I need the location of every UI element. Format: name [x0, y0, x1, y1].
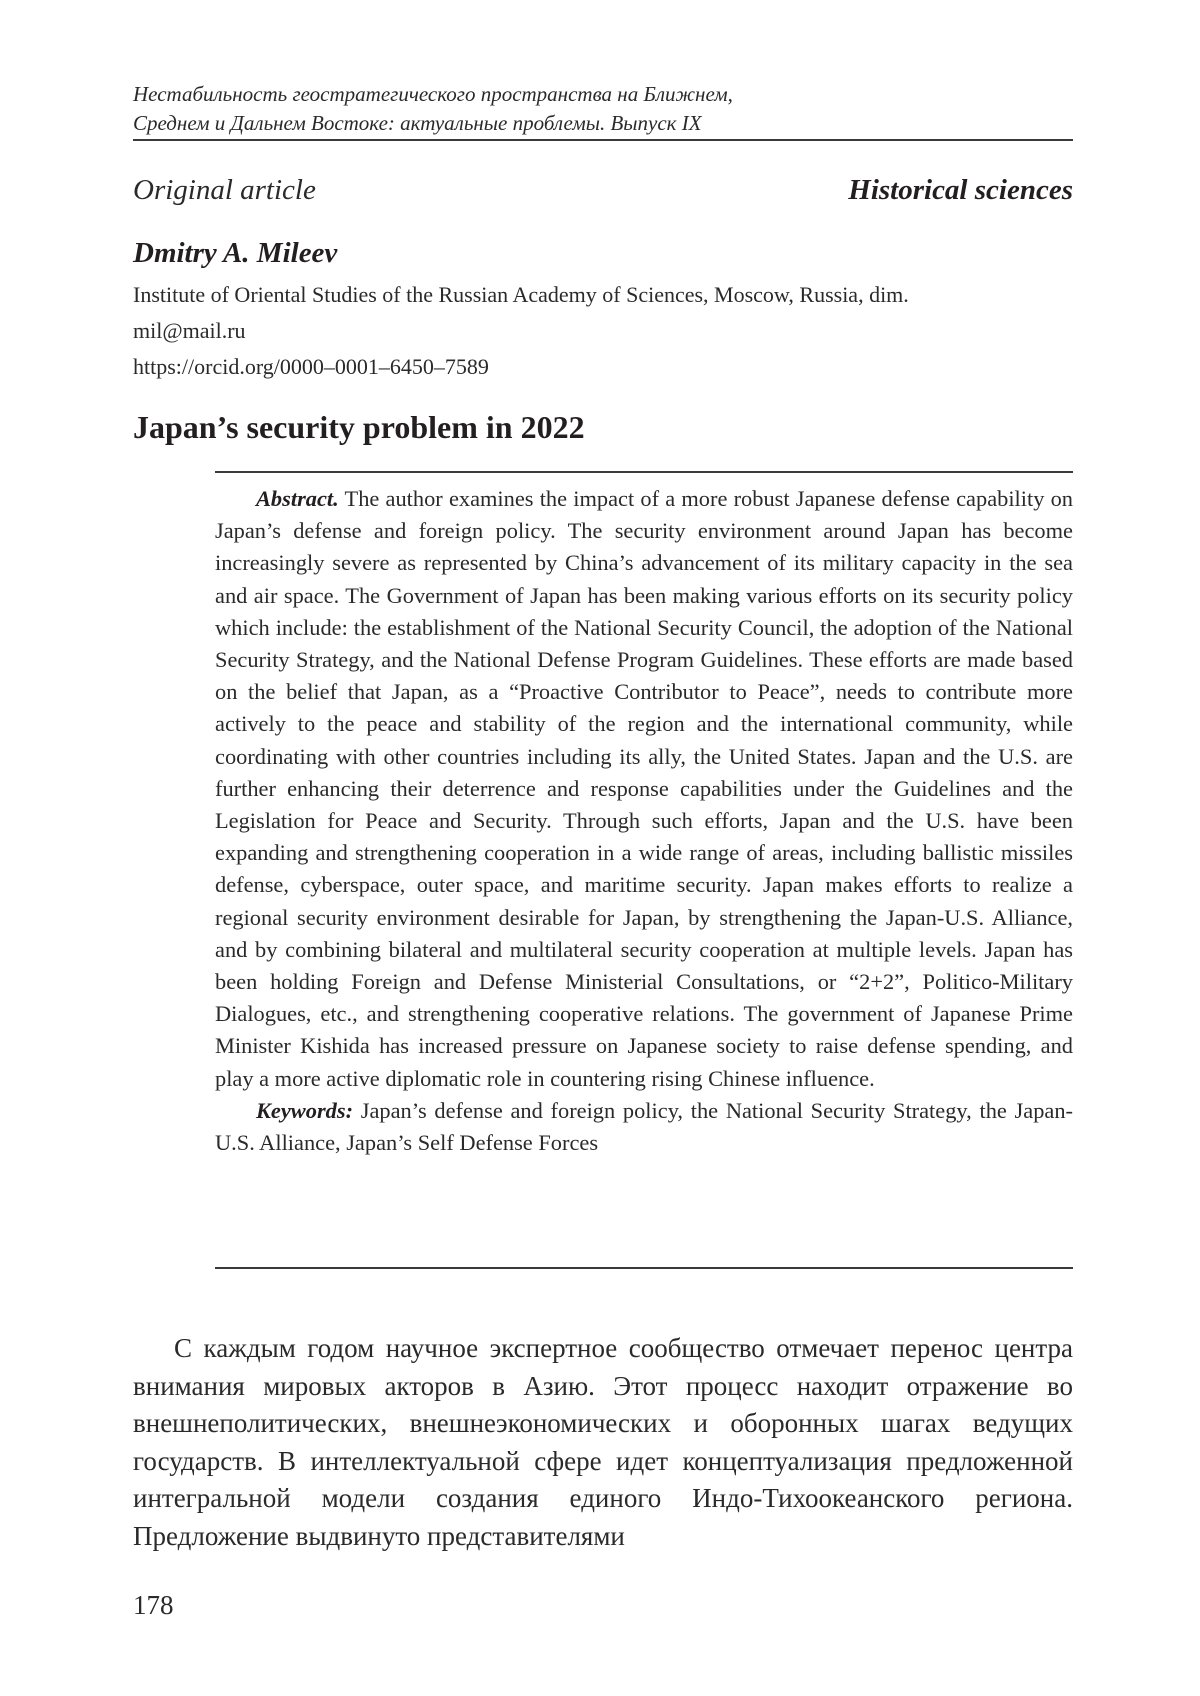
- abstract-block: [215, 483, 1073, 1159]
- scientific-field: Historical sciences: [848, 174, 1073, 206]
- running-head-line-2: Среднем и Дальнем Востоке: актуальные проблемы. Выпуск IX: [133, 111, 702, 135]
- author-name: Dmitry A. Mileev: [133, 237, 338, 269]
- abstract-bottom-rule: [215, 1267, 1073, 1269]
- body-text: [133, 1330, 1073, 1555]
- keywords-label: Keywords:: [256, 1097, 354, 1123]
- abstract-label: Abstract.: [256, 486, 339, 511]
- running-head-line-1: Нестабильность геостратегического пространства на Ближнем,: [133, 82, 733, 106]
- author-affiliation: [133, 277, 1078, 385]
- running-head: [133, 80, 1073, 138]
- page-number: 178: [133, 1590, 174, 1620]
- abstract-top-rule: [215, 471, 1073, 473]
- header-rule: [133, 139, 1073, 141]
- abstract-text: The author examines the impact of a more robust Japanese defense capability on Japan’s defense and foreign policy. The security environment around Japan has become increasingly severe as represented by China’s advancement of its military capacity in the sea and air space. The Government of Japan has been making various efforts on its security policy which include: the establishment of the National Security Council, the adoption of the National Security Strategy, and the National Defense Program Guidelines. These efforts are made based on the belief that Japan, as a “Proactive Contributor to Peace”, needs to contribute more actively to the peace and stability of the region and the international community, while coordinating with other countries including its ally, the United States. Japan and the U.S. are further enhancing their deterrence and response capabilities under the Guidelines and the Legislation for Peace and Security. Through such efforts, Japan and the U.S. have been expanding and strengthening cooperation in a wide range of areas, including ballistic missiles defense, cyberspace, outer space, and maritime security. Japan makes efforts to realize a regional security environment desirable for Japan, by strengthening the Japan-U.S. Alliance, and by combining bilateral and multilateral security cooperation at multiple levels. Japan has been holding Foreign and Defense Ministerial Consultations, or “2+2”, Politico-Military Dialogues, etc., and strengthening cooperative relations. The government of Japanese Prime Minister Kishida has increased pressure on Japanese society to raise defense spending, and play a more active diplomatic role in countering rising Chinese influence.: [215, 486, 1073, 1091]
- article-type: Original article: [133, 174, 316, 206]
- affiliation-line-2: mil@mail.ru: [133, 318, 246, 343]
- abstract-paragraph: [215, 483, 1073, 1095]
- keywords-paragraph: [215, 1095, 1073, 1159]
- keywords-text: Japan’s defense and foreign policy, the National Security Strategy, the Japan-U.S. Alliance, Japan’s Self Defense Forces: [215, 1097, 1073, 1156]
- body-paragraph: С каждым годом научное экспертное сообщество отмечает перенос центра внимания мировых акторов в Азию. Этот процесс находит отражение во внешнеполитических, внешнеэкономических и оборонных шагах ведущих государств. В интеллектуальной сфере идет концептуализация предложенной интегральной модели создания единого Индо-Тихоокеанского региона. Предложение выдвинуто представителями: [133, 1333, 1073, 1551]
- affiliation-line-1: Institute of Oriental Studies of the Russian Academy of Sciences, Moscow, Russia, dim.: [133, 282, 909, 307]
- orcid-link[interactable]: https://orcid.org/0000–0001–6450–7589: [133, 354, 489, 379]
- article-title: Japan’s security problem in 2022: [133, 409, 585, 445]
